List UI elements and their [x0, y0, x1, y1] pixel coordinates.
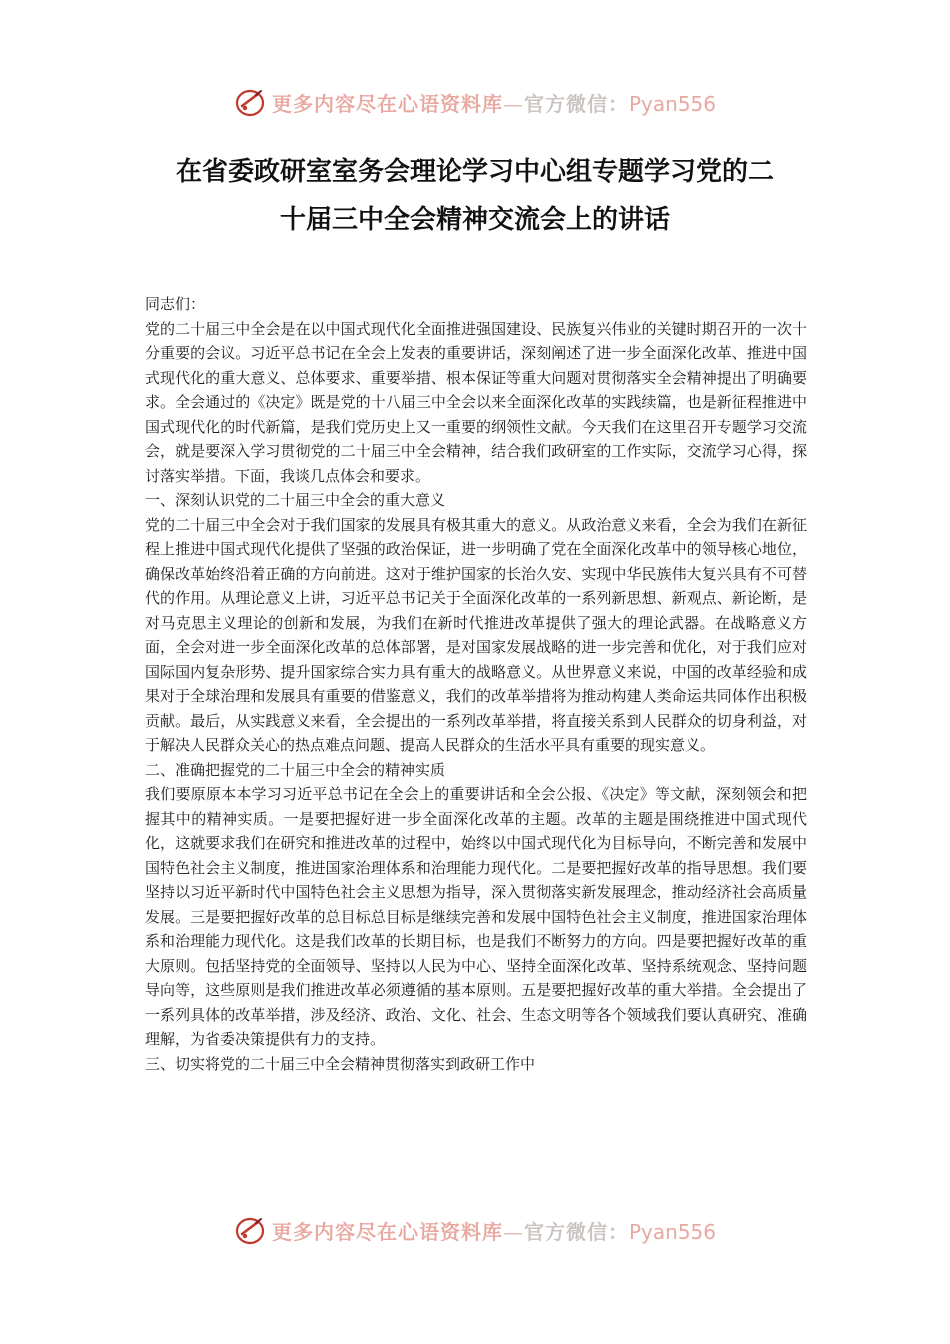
paragraph-section-1: 党的二十届三中全会对于我们国家的发展具有极其重大的意义。从政治意义来看，全会为我们在新征程上推进中国式现代化提供了坚强的政治保证，进一步明确了党在全面深化改革中的领导核心地位，确保改革始终沿着正确的方向前进。这对于维护国家的长治久安、实现中华民族伟大复兴具有不可替代的作用。从理论意义上讲，习近平总书记关于全面深化改革的一系列新思想、新观点、新论断，是对马克思主义理论的创新和发展，为我们在新时代推进改革提供了强大的理论武器。在战略意义方面，全会对进一步全面深化改革的总体部署，是对国家发展战略的进一步完善和优化，对于我们应对国际国内复杂形势、提升国家综合实力具有重大的战略意义。从世界意义来说，中国的改革经验和成果对于全球治理和发展具有重要的借鉴意义，我们的改革举措将为推动构建人类命运共同体作出积极贡献。最后，从实践意义来看，全会提出的一系列改革举措，将直接关系到人民群众的切身利益，对于解决人民群众关心的热点难点问题、提高人民群众的生活水平具有重要的现实意义。	[145, 515, 807, 754]
paragraph-section-2: 我们要原原本本学习习近平总书记在全会上的重要讲话和全会公报、《决定》等文献，深刻领会和把握其中的精神实质。一是要把握好进一步全面深化改革的主题。改革的主题是围绕推进中国式现代化，这就要求我们在研究和推进改革的过程中，始终以中国式现代化为目标导向，不断完善和发展中国特色社会主义制度，推进国家治理体系和治理能力现代化。二是要把握好改革的指导思想。我们要坚持以习近平新时代中国特色社会主义思想为指导，深入贯彻落实新发展理念，推动经济社会高质量发展。三是要把握好改革的总目标总目标是继续完善和发展中国特色社会主义制度，推进国家治理体系和治理能力现代化。这是我们改革的长期目标，也是我们不断努力的方向。四是要把握好改革的重大原则。包括坚持党的全面领导、坚持以人民为中心、坚持全面深化改革、坚持系统观念、坚持问题导向等，这些原则是我们推进改革必须遵循的基本原则。五是要把握好改革的重大举措。全会提出了一系列具体的改革举措，涉及经济、政治、文化、社会、生态文明等各个领域我们要认真研究、准确理解，为省委决策提供有力的支持。	[145, 785, 807, 1048]
title-line-2: 十届三中全会精神交流会上的讲话	[279, 205, 670, 235]
watermark-label: 官方微信：	[523, 91, 629, 116]
watermark-text	[272, 88, 716, 117]
watermark-separator: —	[502, 91, 524, 116]
watermark-brand: 更多内容尽在心语资料库	[271, 91, 503, 116]
watermark-separator: —	[502, 1219, 524, 1244]
document-body	[145, 292, 807, 1076]
watermark-brand: 更多内容尽在心语资料库	[271, 1219, 503, 1244]
brand-logo-icon	[234, 1214, 266, 1246]
paragraph-intro: 党的二十届三中全会是在以中国式现代化全面推进强国建设、民族复兴伟业的关键时期召开的一次十分重要的会议。习近平总书记在全会上发表的重要讲话，深刻阐述了进一步全面深化改革、推进中国式现代化的重大意义、总体要求、重要举措、根本保证等重大问题对贯彻落实全会精神提出了明确要求。全会通过的《决定》既是党的十八届三中全会以来全面深化改革的实践续篇，也是新征程推进中国式现代化的时代新篇，是我们党历史上又一重要的纲领性文献。今天我们在这里召开专题学习交流会，就是要深入学习贯彻党的二十届三中全会精神，结合我们政研室的工作实际，交流学习心得，探讨落实举措。下面，我谈几点体会和要求。	[145, 319, 807, 485]
watermark-label: 官方微信：	[523, 1219, 629, 1244]
watermark-handle: Pyan556	[628, 91, 716, 116]
watermark-text	[272, 1216, 716, 1245]
section-heading-2: 二、准确把握党的二十届三中全会的精神实质	[145, 760, 446, 779]
title-line-1: 在省委政研室室务会理论学习中心组专题学习党的二	[175, 157, 774, 187]
section-heading-3: 三、切实将党的二十届三中全会精神贯彻落实到政研工作中	[145, 1054, 536, 1073]
document-title	[120, 148, 830, 244]
brand-logo-icon	[234, 86, 266, 118]
watermark-handle: Pyan556	[628, 1219, 716, 1244]
section-heading-1: 一、深刻认识党的二十届三中全会的重大意义	[145, 491, 446, 509]
salutation: 同志们：	[145, 295, 206, 313]
header-watermark-banner	[0, 80, 950, 124]
footer-watermark-banner	[0, 1208, 950, 1252]
